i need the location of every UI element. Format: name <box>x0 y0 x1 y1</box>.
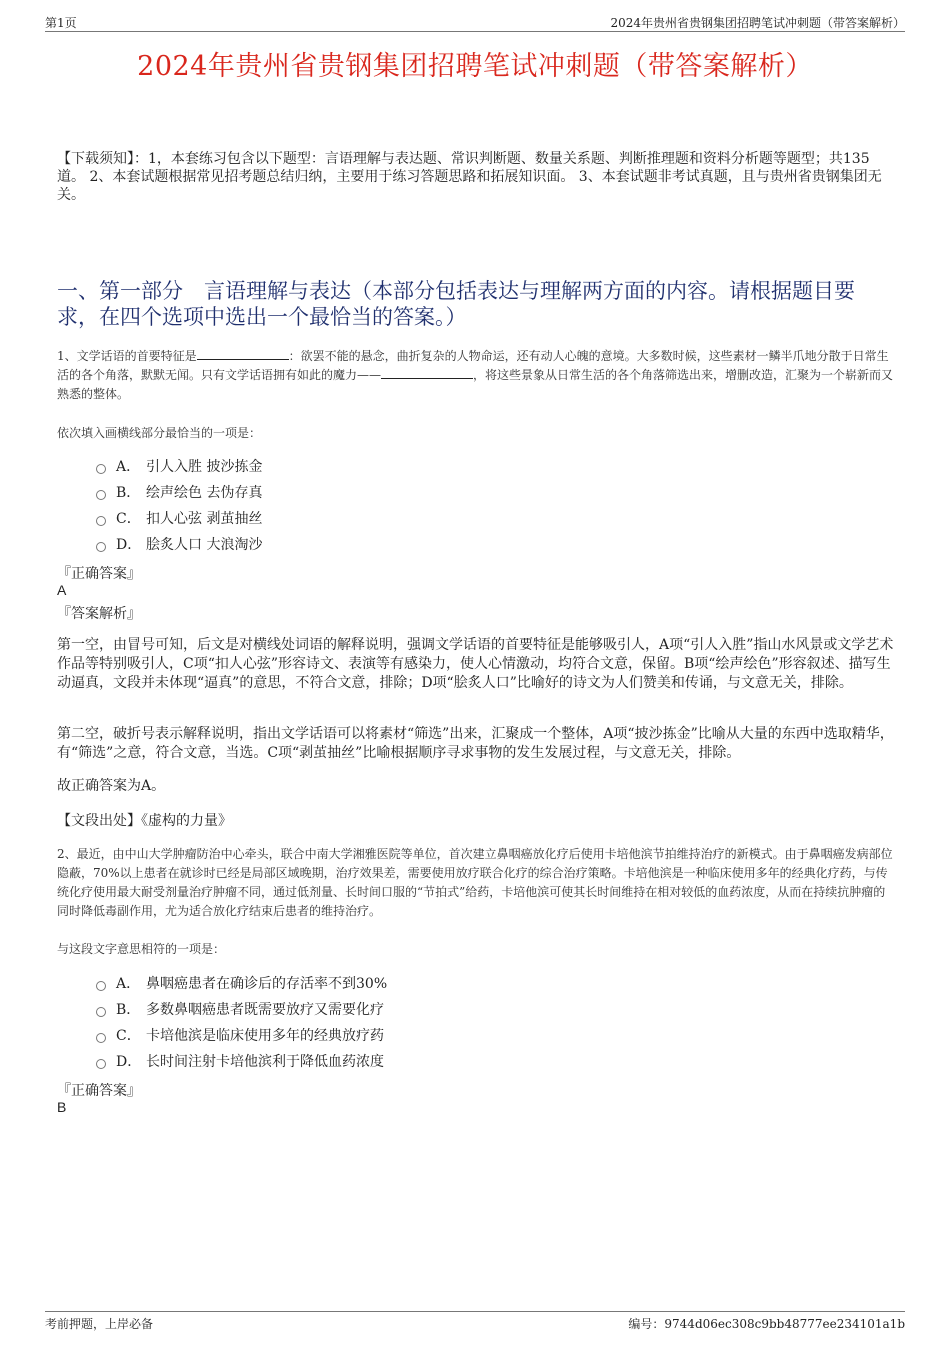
question-2-stem: 2、最近，由中山大学肿瘤防治中心牵头，联合中南大学湘雅医院等单位，首次建立鼻咽癌放化疗后使用卡培他滨节拍维持治疗的新模式。由于鼻咽癌发病部位隐蔽，70%以上患者在就诊时已经是局部区域晚期，治疗效果差，需要使用放疗联合化疗的综合治疗策略。卡培他滨是一种临床使用多年的经典化疗药，与传统化疗使用最大耐受剂量治疗肿瘤不同，通过低剂量、长时间口服的“节拍式”给药，卡培他滨可使其长时间维持在相对较低的血药浓度，从而在持续抗肿瘤的同时降低毒副作用，尤为适合放化疗结束后患者的维持治疗。 <box>57 847 893 918</box>
radio-icon[interactable] <box>96 1059 106 1069</box>
radio-icon[interactable] <box>96 542 106 552</box>
option-letter: C． <box>116 1028 141 1044</box>
footer-serial: 编号：9744d06ec308c9bb48777ee234101a1b <box>628 1317 905 1331</box>
option-letter: D． <box>116 1054 142 1070</box>
radio-icon[interactable] <box>96 464 106 474</box>
option-text: 卡培他滨是临床使用多年的经典放疗药 <box>146 1028 384 1044</box>
option-text: 绘声绘色 去伪存真 <box>146 485 263 501</box>
question-1-option-c[interactable] <box>96 508 262 528</box>
option-letter: D． <box>116 537 142 553</box>
question-1-option-a[interactable] <box>96 456 262 476</box>
footer-slogan: 考前押题，上岸必备 <box>45 1317 154 1331</box>
option-letter: A． <box>116 459 141 475</box>
option-letter: C． <box>116 511 141 527</box>
header-divider <box>45 31 905 32</box>
option-text: 扣人心弦 剥茧抽丝 <box>146 511 263 527</box>
section-heading: 一、第一部分 言语理解与表达（本部分包括表达与理解两方面的内容。请根据题目要求，在四个选项中选出一个最恰当的答案。） <box>57 279 855 329</box>
question-1-answer-label: 『正确答案』 <box>57 566 141 582</box>
radio-icon[interactable] <box>96 1007 106 1017</box>
question-1-analysis-para-1: 第一空，由冒号可知，后文是对横线处词语的解释说明，强调文学话语的首要特征是能够吸引人，A项“引人入胜”指山水风景或文学艺术作品等特别吸引人，C项“扣人心弦”形容诗文、表演等有感染力，使人心情激动，均符合文意，保留。B项“绘声绘色”形容叙述、描写生动逼真，文段并未体现“逼真”的意思，不符合文意，排除；D项“脍炙人口”比喻好的诗文为人们赞美和传诵，与文意无关，排除。 <box>57 637 894 691</box>
question-1-option-b[interactable] <box>96 482 262 502</box>
question-2-option-b[interactable] <box>96 999 384 1019</box>
option-letter: B． <box>116 1002 141 1018</box>
download-notice: 【下载须知】：1，本套练习包含以下题型：言语理解与表达题、常识判断题、数量关系题、判断推理题和资料分析题等题型；共135道。 2、本套试题根据常见招考题总结归纳，主要用于练习答题思路和拓展知识面。 3、本套试题非考试真题，且与贵州省贵钢集团无关。 <box>57 151 882 203</box>
question-2-answer: B <box>57 1099 67 1115</box>
header-doc-title: 2024年贵州省贵钢集团招聘笔试冲刺题（带答案解析） <box>610 16 905 30</box>
option-text: 长时间注射卡培他滨利于降低血药浓度 <box>146 1054 384 1070</box>
question-1-analysis-para-2: 第二空，破折号表示解释说明，指出文学话语可以将素材“筛选”出来，汇聚成一个整体，A项“披沙拣金”比喻从大量的东西中选取精华，有“筛选”之意，符合文意，当选。C项“剥茧抽丝”比喻根据顺序寻求事物的发生发展过程，与文意无关，排除。 <box>57 726 894 761</box>
question-2-option-c[interactable] <box>96 1025 384 1045</box>
page-title: 2024年贵州省贵钢集团招聘笔试冲刺题（带答案解析） <box>137 51 813 82</box>
question-1-analysis-para-3: 故正确答案为A。 <box>57 778 166 794</box>
question-1-stem <box>57 347 895 404</box>
question-2-answer-label: 『正确答案』 <box>57 1083 141 1099</box>
option-letter: B． <box>116 485 141 501</box>
option-letter: A． <box>116 976 141 992</box>
question-2-option-a[interactable] <box>96 973 387 993</box>
fill-blank-1 <box>197 347 289 360</box>
radio-icon[interactable] <box>96 516 106 526</box>
radio-icon[interactable] <box>96 981 106 991</box>
question-1-stem-part1: 1、文学话语的首要特征是 <box>57 349 197 363</box>
radio-icon[interactable] <box>96 1033 106 1043</box>
question-1-answer: A <box>57 582 67 598</box>
option-text: 引人入胜 披沙拣金 <box>146 459 263 475</box>
fill-blank-2 <box>381 366 473 379</box>
question-1-option-d[interactable] <box>96 534 262 554</box>
question-1-analysis-label: 『答案解析』 <box>57 606 141 622</box>
radio-icon[interactable] <box>96 490 106 500</box>
question-2-option-d[interactable] <box>96 1051 384 1071</box>
question-1-stem-part3: ，将这些景象从日常生活的各个角落筛选出来，增删改造，汇聚为一个崭新而又熟悉的整体。 <box>57 368 894 401</box>
question-1-prompt: 依次填入画横线部分最恰当的一项是： <box>57 426 262 440</box>
question-2-prompt: 与这段文字意思相符的一项是： <box>57 942 226 956</box>
option-text: 多数鼻咽癌患者既需要放疗又需要化疗 <box>146 1002 384 1018</box>
option-text: 鼻咽癌患者在确诊后的存活率不到30% <box>146 976 388 992</box>
question-1-stem-part2: ：欲罢不能的悬念，曲折复杂的人物命运，还有动人心魄的意境。大多数时候，这些素材一鳞半爪地分散于日常生活的各个角落，默默无闻。只有文学话语拥有如此的魔力—— <box>57 349 889 382</box>
page-number: 第1页 <box>45 16 77 30</box>
question-1-source: 【文段出处】《虚构的力量》 <box>57 813 232 829</box>
option-text: 脍炙人口 大浪淘沙 <box>146 537 263 553</box>
footer-divider <box>45 1311 905 1312</box>
